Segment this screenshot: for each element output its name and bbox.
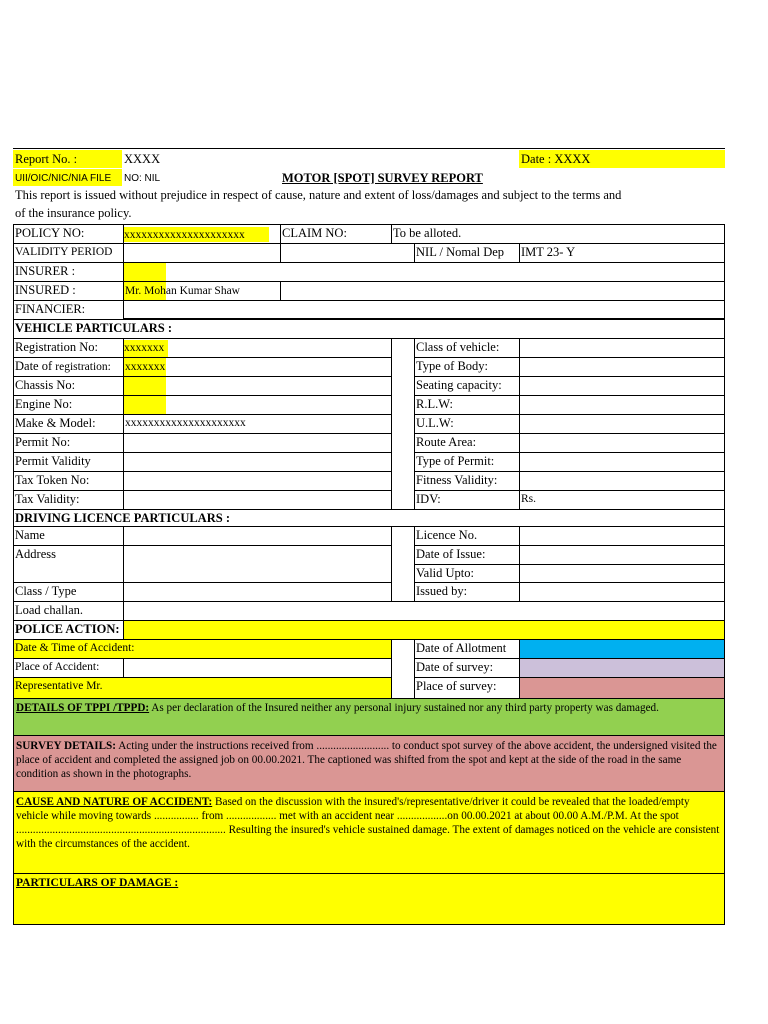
representative-label: Representative Mr. xyxy=(13,677,392,699)
tax-token-value xyxy=(123,471,392,491)
registration-date-value: xxxxxxx xyxy=(125,361,166,373)
type-of-body-label: Type of Body: xyxy=(414,357,520,377)
policy-no-cell xyxy=(123,224,281,244)
make-model-value: xxxxxxxxxxxxxxxxxxxxx xyxy=(123,414,392,434)
chassis-no-label: Chassis No: xyxy=(13,376,124,396)
top-rule xyxy=(13,148,725,149)
validity-period-value-2 xyxy=(280,243,415,263)
make-model-label: Make & Model: xyxy=(13,414,124,434)
permit-validity-value xyxy=(123,452,392,472)
permit-no-label: Permit No: xyxy=(13,433,124,453)
licence-class-value xyxy=(123,582,392,602)
cause-text xyxy=(16,795,722,851)
police-spacer xyxy=(391,639,415,699)
licence-name-value xyxy=(123,526,392,546)
nil-dep-value: IMT 23- Y xyxy=(519,243,725,263)
damage-title: PARTICULARS OF DAMAGE : xyxy=(16,877,179,889)
validity-period-value xyxy=(123,243,281,263)
insurer-value xyxy=(123,262,725,282)
insurer-label: INSURER : xyxy=(13,262,124,282)
chassis-no-cell xyxy=(123,376,392,396)
seating-capacity-label: Seating capacity: xyxy=(414,376,520,396)
licence-no-value xyxy=(519,526,725,546)
survey-details-title: SURVEY DETAILS: xyxy=(16,740,117,752)
cause-body: Based on the discussion with the insured's/representative/driver it could be revealed that the loaded/empty vehicle while moving towards ................ from .................. met with an accident near ..................on 00.00.2021 at about 00.00 A.M./P.M. At the spot ........................................................................... Resulting the insured's vehicle sustained damage. The extent of damages noticed on the vehicle are consistent with the circumstances of the accident. xyxy=(16,796,720,850)
rlw-value xyxy=(519,395,725,415)
survey-place-value xyxy=(519,677,725,699)
insured-extra xyxy=(280,281,725,301)
insured-cell xyxy=(123,281,281,301)
police-action-value xyxy=(123,620,725,640)
engine-no-cell xyxy=(123,395,392,415)
tax-validity-label: Tax Validity: xyxy=(13,490,124,510)
policy-no-value: xxxxxxxxxxxxxxxxxxxxx xyxy=(124,227,269,242)
valid-upto-value xyxy=(519,564,725,583)
allotment-date-value xyxy=(519,639,725,659)
disclaimer-line-2: of the insurance policy. xyxy=(15,206,132,220)
class-of-vehicle-label: Class of vehicle: xyxy=(414,338,520,358)
fitness-validity-value xyxy=(519,471,725,491)
licence-spacer xyxy=(391,526,415,602)
type-of-permit-label: Type of Permit: xyxy=(414,452,520,472)
load-challan-value xyxy=(123,601,725,621)
report-no-value: XXXX xyxy=(124,152,161,166)
rlw-label: R.L.W: xyxy=(414,395,520,415)
cause-block xyxy=(13,791,725,874)
insured-value: Mr. Mohan Kumar Shaw xyxy=(125,285,240,297)
type-of-permit-value xyxy=(519,452,725,472)
tppi-text xyxy=(16,701,722,715)
insurer-highlight xyxy=(124,263,166,281)
page-title: MOTOR [SPOT] SURVEY REPORT xyxy=(282,171,483,185)
policy-no-label: POLICY NO: xyxy=(13,224,124,244)
permit-validity-label: Permit Validity xyxy=(13,452,124,472)
licence-no-label: Licence No. xyxy=(414,526,520,546)
permit-no-value xyxy=(123,433,392,453)
allotment-date-label: Date of Allotment xyxy=(414,639,520,659)
licence-name-label: Name xyxy=(13,526,124,546)
tppi-block xyxy=(13,698,725,736)
survey-date-value xyxy=(519,658,725,678)
vehicle-spacer xyxy=(391,338,415,510)
nil-dep-label: NIL / Nomal Dep xyxy=(414,243,520,263)
registration-date-label xyxy=(13,357,124,377)
registration-date-label-b: registration: xyxy=(55,361,111,373)
claim-no-value: To be alloted. xyxy=(391,224,725,244)
file-no-value: NO: NIL xyxy=(124,173,161,184)
registration-date-cell xyxy=(123,357,392,377)
issued-by-value xyxy=(519,582,725,602)
registration-no-value: xxxxxxx xyxy=(124,340,168,357)
report-date: Date : XXXX xyxy=(521,152,591,166)
engine-highlight xyxy=(124,396,166,414)
financier-label: FINANCIER: xyxy=(13,300,124,320)
claim-no-label: CLAIM NO: xyxy=(280,224,392,244)
engine-no-label: Engine No: xyxy=(13,395,124,415)
idv-label: IDV: xyxy=(414,490,520,510)
load-challan-label: Load challan. xyxy=(13,601,124,621)
idv-value: Rs. xyxy=(519,490,725,510)
police-action-label: POLICE ACTION: xyxy=(13,620,124,640)
cause-title: CAUSE AND NATURE OF ACCIDENT: xyxy=(16,796,213,808)
licence-address-value xyxy=(123,545,392,583)
accident-place-value xyxy=(123,658,392,678)
chassis-highlight xyxy=(124,377,166,395)
licence-class-label: Class / Type xyxy=(13,582,124,602)
registration-no-cell xyxy=(123,338,392,358)
tppi-body: As per declaration of the Insured neither any personal injury sustained nor any third party property was damaged. xyxy=(149,702,659,714)
report-no-label: Report No. : xyxy=(15,152,78,166)
insured-label: INSURED : xyxy=(13,281,124,301)
disclaimer-line-1: This report is issued without prejudice in respect of cause, nature and extent of loss/damages and subject to the terms and xyxy=(15,188,622,202)
date-of-issue-label: Date of Issue: xyxy=(414,545,520,565)
file-no-label: UII/OIC/NIC/NIA FILE xyxy=(15,173,112,184)
tax-token-label: Tax Token No: xyxy=(13,471,124,491)
survey-date-label: Date of survey: xyxy=(414,658,520,678)
route-area-label: Route Area: xyxy=(414,433,520,453)
issued-by-label: Issued by: xyxy=(414,582,520,602)
registration-no-label: Registration No: xyxy=(13,338,124,358)
licence-address-label: Address xyxy=(13,545,124,583)
accident-datetime-label: Date & Time of Accident: xyxy=(13,639,392,659)
registration-date-label-a: Date of xyxy=(15,359,56,373)
seating-capacity-value xyxy=(519,376,725,396)
survey-details-body: Acting under the instructions received from .......................... to conduct spot survey of the above accident, the undersigned visited the place of accident and completed the assigned job on 00.00.2021. The captioned was shifted from the spot and kept at the side of the road in the same condition as shown in the photographs. xyxy=(16,740,717,780)
survey-place-label: Place of survey: xyxy=(414,677,520,699)
route-area-value xyxy=(519,433,725,453)
accident-place-label: Place of Accident: xyxy=(13,658,124,678)
tax-validity-value xyxy=(123,490,392,510)
licence-section-title: DRIVING LICENCE PARTICULARS : xyxy=(13,509,725,527)
ulw-label: U.L.W: xyxy=(414,414,520,434)
vehicle-section-title: VEHICLE PARTICULARS : xyxy=(13,319,725,339)
fitness-validity-label: Fitness Validity: xyxy=(414,471,520,491)
valid-upto-label: Valid Upto: xyxy=(414,564,520,583)
financier-value xyxy=(123,300,725,320)
survey-details-text xyxy=(16,739,722,781)
type-of-body-value xyxy=(519,357,725,377)
survey-details-block xyxy=(13,735,725,792)
validity-period-label: VALIDITY PERIOD xyxy=(13,243,124,263)
damage-block xyxy=(13,873,725,925)
ulw-value xyxy=(519,414,725,434)
class-of-vehicle-value xyxy=(519,338,725,358)
date-of-issue-value xyxy=(519,545,725,565)
tppi-title: DETAILS OF TPPI /TPPD: xyxy=(16,702,150,714)
